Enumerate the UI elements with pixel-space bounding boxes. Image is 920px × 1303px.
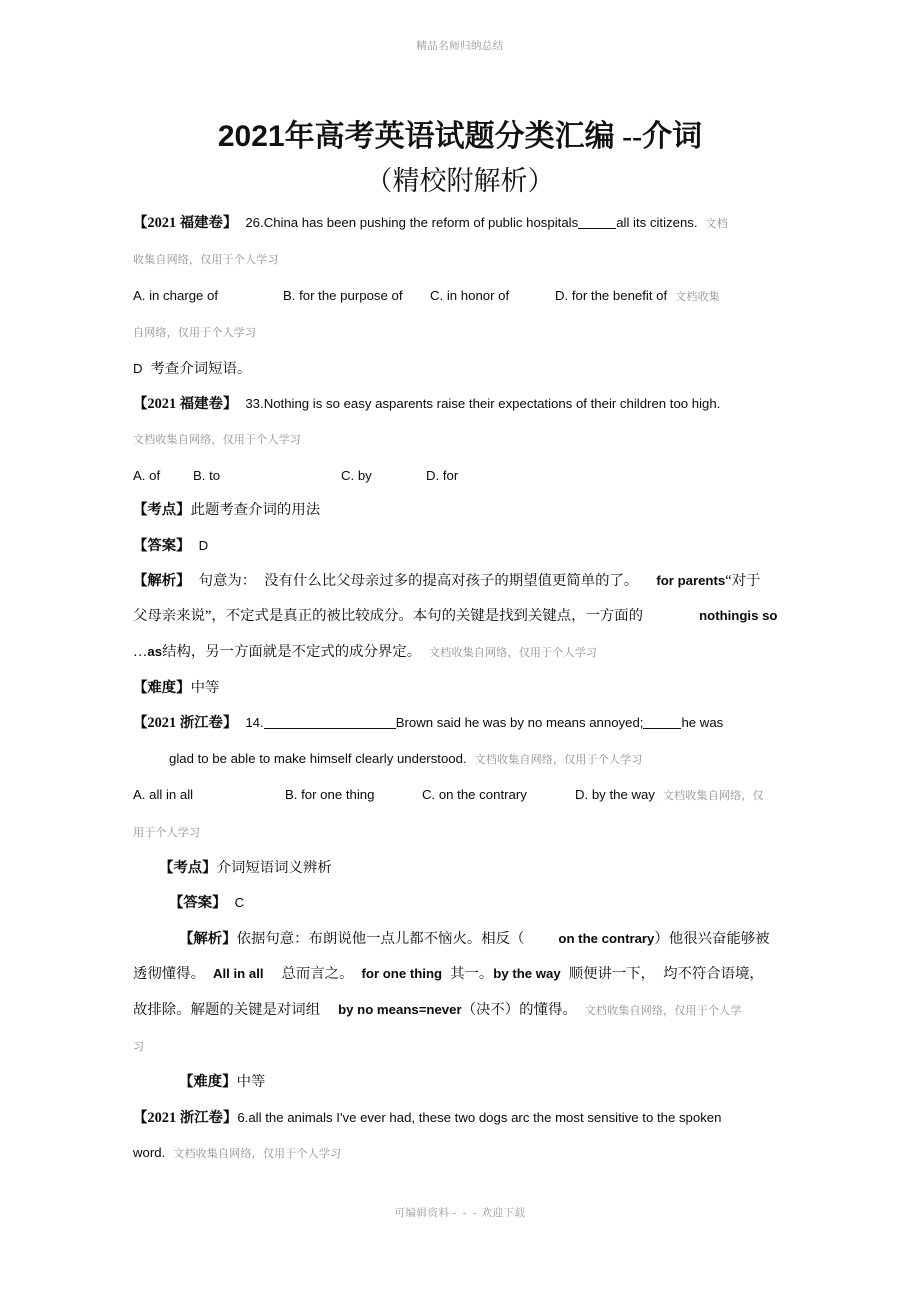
daan-label: 【答案】 [169,895,227,912]
q14-option-d[interactable]: D. by the way [575,787,655,803]
question-33-jiexi-line3 [133,643,787,662]
question-26-stem [133,214,787,233]
watermark-fragment: 自网络，仅用于个人学习 [133,327,257,340]
watermark-line [133,430,787,449]
watermark-fragment: 习 [133,1040,145,1053]
question-14-jiexi-line1 [133,930,787,948]
question-33-jiexi-line1 [133,572,787,590]
q33-option-d[interactable]: D. for [426,467,459,483]
jiexi-text: 总而言之。 [281,966,354,983]
jiexi-text: 没有什么比父母亲过多的提高对孩子的期望值更简单的了。 [264,572,639,589]
q14-blank-long [264,728,396,729]
jiexi-text: 均不符合语境， [663,966,764,983]
q26-stem-a: China has been pushing the reform of public hospitals [263,215,579,230]
jiexi-inline-en: on the contrary [558,930,655,946]
q33-option-b[interactable]: B. to [193,467,221,483]
jiexi-text: 其一。 [450,966,494,983]
title-year: 2021 [217,120,285,153]
footer-dashes: - - - [452,1208,479,1219]
q33-option-a[interactable]: A. of [133,467,161,483]
watermark-fragment: 文档收集自网络，仅 [662,790,764,803]
question-14-stem-line2 [133,750,787,769]
jiexi-text: ，不定式是真正的被比较成分。本句的关键是找到关键点，一方面的 [211,608,644,625]
watermark-line [133,323,787,342]
kaodian-text: 介词短语词义辨析 [216,860,332,877]
kaodian-label: 【考点】 [133,502,191,519]
q14-stem-line2: glad to be able to make himself clearly understood. [169,750,467,766]
q26-option-c[interactable]: C. in honor of [430,287,510,303]
page-header-watermark: 精品名师归纳总结 [416,41,504,52]
title-rest: 年高考英语试题分类汇编 --介词 [284,120,703,153]
question-33-stem [133,395,787,413]
q26-source: 【2021 福建卷】 [133,215,238,231]
q6-number: 6. [237,1109,249,1125]
watermark-fragment: 文档收集自网络，仅用于个人学习 [429,646,598,659]
q26-blank [578,228,616,229]
q26-stem-b: all its citizens. [616,215,698,230]
question-26-answer [133,360,787,378]
q26-option-a[interactable]: A. in charge of [133,287,219,303]
q33-option-c[interactable]: C. by [341,467,372,483]
jiexi-inline-en: by the way [493,966,561,982]
jiexi-text: 故排除。解题的关键是对词组 [133,1001,321,1018]
jiexi-text: 顺便讲一下， [568,966,656,983]
question-6-stem [133,1109,787,1127]
jiexi-text: 父母亲来说” [133,608,212,625]
watermark-fragment: 文档收集自网络，仅用于个人学习 [133,434,301,447]
q33-source: 【2021 福建卷】 [133,395,238,412]
question-14-kaodian [133,859,787,877]
jiexi-label: 【解析】 [133,572,191,589]
jiexi-text: 依据句意：布朗说他一点儿都不恼火。相反（ [236,930,525,947]
q14-option-a[interactable]: A. all in all [133,787,194,803]
question-6-stem-line2 [133,1144,787,1163]
question-33-nandu [133,679,787,697]
nandu-text: 中等 [190,680,220,697]
nandu-label: 【难度】 [133,680,191,697]
jiexi-text: ）他很兴奋能够被 [654,930,770,947]
watermark-fragment: 文档收集自网络，仅用于个人学习 [173,1148,342,1161]
nandu-text: 中等 [236,1074,266,1091]
q14-stem-b: he was [681,715,724,731]
watermark-line [133,823,787,842]
watermark-fragment: 收集自网络，仅用于个人学习 [133,254,279,267]
watermark-fragment: 文档 [705,218,728,230]
jiexi-text: （决不）的懂得。 [461,1001,577,1018]
question-33-kaodian [133,501,787,519]
watermark-fragment: 用于个人学习 [133,826,201,839]
jiexi-text: 结构，另一方面就是不定式的成分界定。 [162,643,422,660]
q26-option-b[interactable]: B. for the purpose of [283,287,403,303]
watermark-line [133,250,787,269]
question-33-jiexi-line2 [133,607,787,625]
watermark-fragment: 文档收集 [675,290,720,303]
jiexi-inline-en: for one thing [361,966,443,982]
jiexi-inline-en: by no means=never [338,1001,462,1017]
page-subtitle: （精校附解析） [365,166,555,196]
question-14-jiexi-line2 [133,965,787,983]
document-body [133,214,787,1181]
q6-source: 【2021 浙江卷】 [133,1109,238,1126]
footer-right-text: 欢迎下载 [481,1208,526,1219]
q26-answer-letter: D [133,360,143,376]
watermark-fragment: 文档收集自网络，仅用于个人学 [584,1004,742,1017]
q33-number: 33. [245,395,264,411]
jiexi-text: 句意为： [198,572,257,589]
jiexi-inline-en: nothingis so [699,608,778,624]
q6-stem-line2: word. [133,1145,166,1161]
question-14-stem [133,714,787,732]
q14-stem-a: Brown said he was by no means annoyed; [395,715,644,731]
page-title [0,118,920,156]
nandu-label: 【难度】 [179,1074,237,1091]
question-33-options [133,467,787,484]
question-33-daan [133,537,787,555]
jiexi-text: … [133,643,148,660]
daan-text: C [234,895,245,911]
q6-stem-line1: all the animals I've ever had, these two dogs arc the most sensitive to the spoken [248,1109,722,1125]
jiexi-text: “对于 [725,572,761,589]
kaodian-label: 【考点】 [159,860,217,877]
jiexi-inline-en: as [147,643,163,659]
jiexi-inline-en: for parents [656,572,726,588]
daan-text: D [198,537,209,553]
q14-blank-short [643,728,681,729]
question-14-daan [133,894,787,912]
jiexi-label: 【解析】 [179,930,237,947]
kaodian-text: 此题考查介词的用法 [190,502,321,519]
jiexi-text: 透彻懂得。 [133,966,205,983]
question-14-jiexi-line3 [133,1001,787,1020]
q14-option-b[interactable]: B. for one thing [285,787,375,803]
question-14-nandu [133,1073,787,1091]
question-14-options [133,786,787,805]
footer-left-text: 可编辑资料 [394,1208,450,1219]
page-footer [0,1205,920,1220]
watermark-line [133,1037,787,1056]
q33-stem: Nothing is so easy asparents raise their expectations of their children too high. [263,395,721,411]
q14-option-c[interactable]: C. on the contrary [422,787,527,803]
q26-number: 26. [245,215,264,230]
question-26-options [133,287,787,306]
q14-source: 【2021 浙江卷】 [133,715,238,732]
daan-label: 【答案】 [133,537,191,554]
q14-number: 14. [245,715,264,731]
q26-answer-note: 考查介词短语。 [150,360,252,377]
q26-option-d[interactable]: D. for the benefit of [555,287,668,303]
jiexi-inline-en: All in all [212,966,264,982]
watermark-fragment: 文档收集自网络，仅用于个人学习 [474,753,643,766]
